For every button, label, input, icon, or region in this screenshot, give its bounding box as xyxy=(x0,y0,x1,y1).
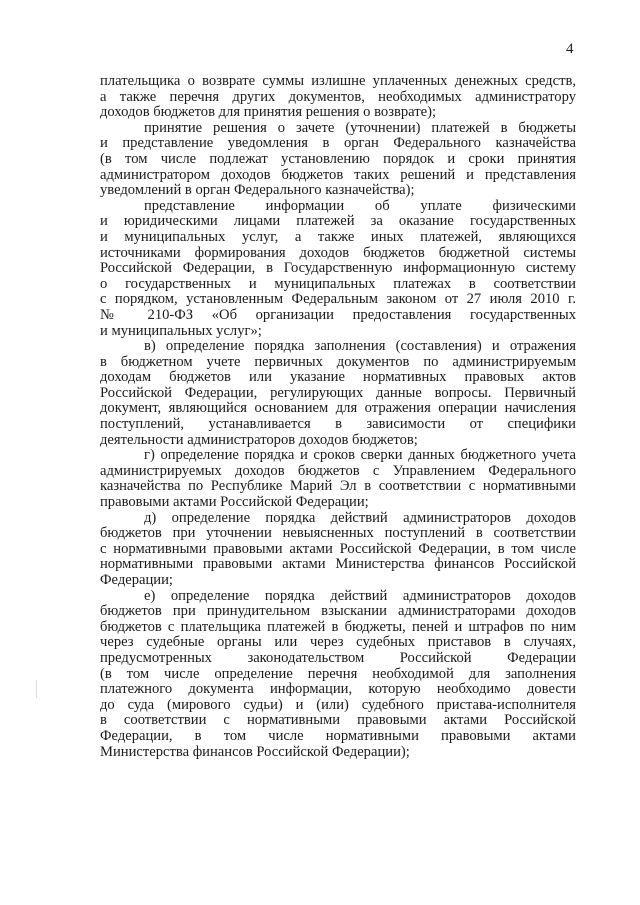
text-line: предусмотренных законодательством Российской Федерации xyxy=(100,649,576,666)
document-body xyxy=(100,74,576,760)
paragraph xyxy=(100,448,576,510)
text-line: плательщика о возврате суммы излишне уплаченных денежных средств, xyxy=(100,73,576,89)
text-line: представление информации об уплате физическими xyxy=(144,197,576,214)
text-line: и муниципальных услуг, а также иных платежей, являющихся xyxy=(100,228,576,245)
text-line: Федерации; xyxy=(100,572,173,588)
text-line: принятие решения о зачете (уточнении) платежей в бюджеты xyxy=(144,119,576,136)
text-line: а также перечня других документов, необходимых администратору xyxy=(100,88,576,105)
text-line: доходов бюджетов для принятия решения о возврате); xyxy=(100,104,437,121)
text-line: доходам бюджетов или указание нормативных правовых актов xyxy=(100,369,576,386)
paragraph xyxy=(100,121,576,199)
text-line: уведомлений в орган Федерального казначейства); xyxy=(100,182,415,199)
text-line: правовыми актами Российской Федерации; xyxy=(100,494,369,511)
text-line: до суда (мирового судьи) и (или) судебного пристава-исполнителя xyxy=(100,696,576,713)
text-line: в бюджетном учете первичных документов по администрируемым xyxy=(100,353,576,370)
text-line: (в том числе определение перечня необходимой для заполнения xyxy=(100,665,576,682)
text-line: с порядком, установленным Федеральным законом от 27 июля 2010 г. xyxy=(100,291,576,308)
scan-artifact xyxy=(36,680,37,698)
text-line: деятельности администраторов доходов бюджетов; xyxy=(100,431,418,448)
text-line: администратором доходов бюджетов таких решений и представления xyxy=(100,166,576,183)
text-line: нормативными правовыми актами Министерства финансов Российской xyxy=(100,556,576,573)
text-line: в соответствии с нормативными правовыми актами Российской xyxy=(100,712,576,729)
text-line: источниками формирования доходов бюджетов бюджетной системы xyxy=(100,244,576,261)
text-line: бюджетов с плательщика платежей в бюджеты, пеней и штрафов по ним xyxy=(100,618,576,635)
text-line: платежного документа информации, которую необходимо довести xyxy=(100,681,576,698)
paragraph xyxy=(100,199,576,339)
paragraph xyxy=(100,339,576,448)
text-line: д) определение порядка действий администраторов доходов xyxy=(144,509,576,526)
text-line: е) определение порядка действий администраторов доходов xyxy=(144,587,576,604)
paragraph xyxy=(100,511,576,589)
text-line: и представление уведомления в орган Федерального казначейства xyxy=(100,135,576,152)
text-line: с нормативными правовыми актами Российской Федерации, в том числе xyxy=(100,540,576,557)
text-line: Министерства финансов Российской Федерации); xyxy=(100,743,410,760)
text-line: и муниципальных услуг»; xyxy=(100,322,262,339)
text-line: № 210-ФЗ «Об организации предоставления государственных xyxy=(100,306,576,323)
text-line: бюджетов при уточнении невыясненных поступлений в соответствии xyxy=(100,525,576,542)
text-line: поступлений, устанавливается в зависимости от специфики xyxy=(100,416,576,433)
text-line: Российской Федерации, в Государственную информационную систему xyxy=(100,260,576,277)
text-line: через судебные органы или через судебных приставов в случаях, xyxy=(100,634,576,651)
text-line: (в том числе подлежат установлению порядок и сроки принятия xyxy=(100,150,576,167)
paragraph xyxy=(100,74,576,121)
text-line: бюджетов при принудительном взыскании администраторами доходов xyxy=(100,603,576,620)
text-line: о государственных и муниципальных платежах в соответствии xyxy=(100,275,576,292)
paragraph xyxy=(100,589,576,761)
text-line: Российской Федерации, регулирующих данные вопросы. Первичный xyxy=(100,384,576,401)
text-line: в) определение порядка заполнения (составления) и отражения xyxy=(144,338,576,355)
text-line: администрируемых доходов бюджетов с Управлением Федерального xyxy=(100,462,576,479)
text-line: документ, являющийся основанием для отражения операции начисления xyxy=(100,400,576,417)
page-number: 4 xyxy=(566,41,574,57)
text-line: г) определение порядка и сроков сверки данных бюджетного учета xyxy=(144,447,576,464)
text-line: казначейства по Республике Марий Эл в соответствии с нормативными xyxy=(100,478,576,495)
text-line: Федерации, в том числе нормативными правовыми актами xyxy=(100,727,576,744)
text-line: и юридическими лицами платежей за оказание государственных xyxy=(100,213,576,230)
